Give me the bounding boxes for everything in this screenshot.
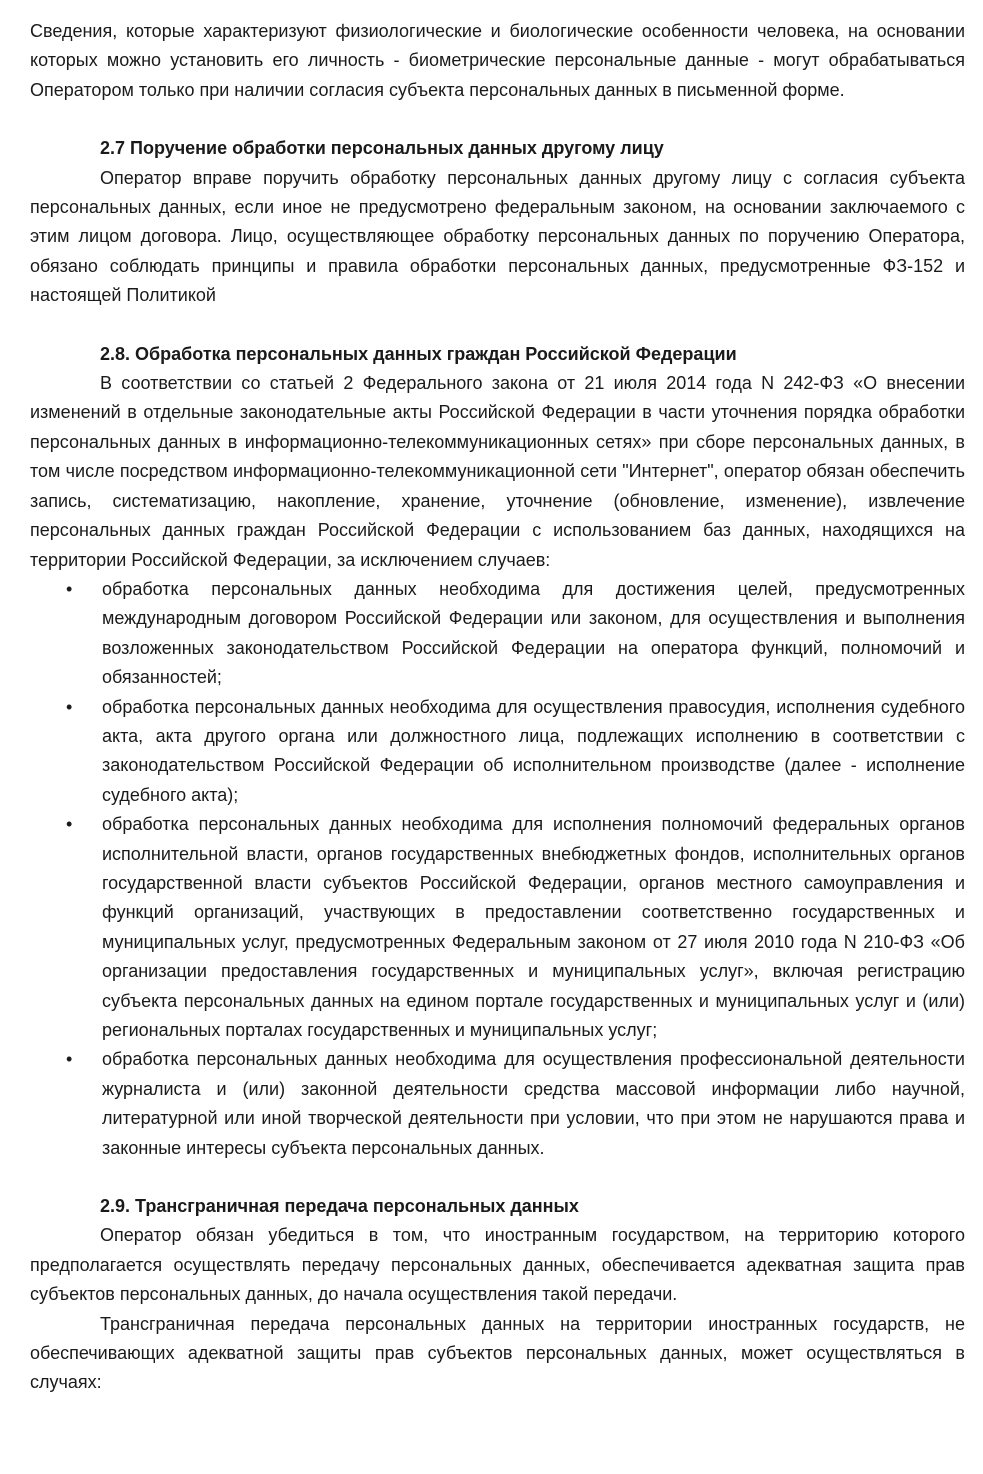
list-item: [30, 575, 965, 693]
list-item: [30, 693, 965, 811]
section-2-8-paragraph: В соответствии со статьей 2 Федерального закона от 21 июля 2014 года N 242-ФЗ «О внесении изменений в отдельные законодательные акты Российской Федерации в части уточнения порядка обработки персональных данных в информационно-телекоммуникационных сетях» при сборе персональных данных, в том числе посредством информационно-телекоммуникационной сети "Интернет", оператор обязан обеспечить запись, систематизацию, накопление, хранение, уточнение (обновление, изменение), извлечение персональных данных граждан Российской Федерации с использованием баз данных, находящихся на территории Российской Федерации, за исключением случаев:: [30, 373, 965, 570]
section-2-9-heading: 2.9. Трансграничная передача персональных данных: [100, 1196, 579, 1217]
section-2-8-bullet-list: [30, 575, 965, 1163]
section-2-7-paragraph: Оператор вправе поручить обработку персональных данных другому лицу с согласия субъекта персональных данных, если иное не предусмотрено федеральным законом, на основании заключаемого с этим лицом договора. Лицо, осуществляющее обработку персональных данных по поручению Оператора, обязано соблюдать принципы и правила обработки персональных данных, предусмотренные ФЗ-152 и настоящей Политикой: [30, 167, 965, 306]
section-2-9-paragraph-1: Оператор обязан убедиться в том, что иностранным государством, на территорию которого предполагается осуществлять передачу персональных данных, обеспечивается адекватная защита прав субъектов персональных данных, до начала осуществления такой передачи.: [30, 1225, 965, 1305]
list-item: [30, 810, 965, 1045]
bullet-icon: •: [66, 1049, 73, 1070]
section-2-8-heading: 2.8. Обработка персональных данных граждан Российской Федерации: [100, 343, 737, 364]
section-2-9-paragraph-2: Трансграничная передача персональных данных на территории иностранных государств, не обеспечивающих адекватной защиты прав субъектов персональных данных, может осуществляться в случаях:: [30, 1313, 965, 1393]
section-2-7-heading: 2.7 Поручение обработки персональных данных другому лицу: [100, 138, 664, 159]
bullet-icon: •: [66, 696, 73, 717]
list-item: [30, 1045, 965, 1163]
list-item-text: обработка персональных данных необходима для достижения целей, предусмотренных международным договором Российской Федерации или законом, для осуществления и выполнения возложенных законодательством Российской Федерации на оператора функций, полномочий и обязанностей;: [102, 578, 965, 688]
bullet-icon: •: [66, 578, 73, 599]
intro-paragraph: Сведения, которые характеризуют физиологические и биологические особенности человека, на основании которых можно установить его личность - биометрические персональные данные - могут обрабатываться Оператором только при наличии согласия субъекта персональных данных в письменной форме.: [30, 21, 965, 100]
list-item-text: обработка персональных данных необходима для исполнения полномочий федеральных органов исполнительной власти, органов государственных внебюджетных фондов, исполнительных органов государственной власти субъектов Российской Федерации, органов местного самоуправления и функций организаций, участвующих в предоставлении соответственно государственных и муниципальных услуг, предусмотренных Федеральным законом от 27 июля 2010 года N 210-ФЗ «Об организации предоставления государственных и муниципальных услуг», включая регистрацию субъекта персональных данных на едином портале государственных и муниципальных услуг и (или) региональных порталах государственных и муниципальных услуг;: [102, 814, 965, 1040]
list-item-text: обработка персональных данных необходима для осуществления правосудия, исполнения судебного акта, акта другого органа или должностного лица, подлежащих исполнению в соответствии с законодательством Российской Федерации об исполнительном производстве (далее - исполнение судебного акта);: [102, 696, 965, 805]
bullet-icon: •: [66, 814, 73, 835]
list-item-text: обработка персональных данных необходима для осуществления профессиональной деятельности журналиста и (или) законной деятельности средства массовой информации либо научной, литературной или иной творческой деятельности при условии, что при этом не нарушаются права и законные интересы субъекта персональных данных.: [102, 1049, 965, 1158]
